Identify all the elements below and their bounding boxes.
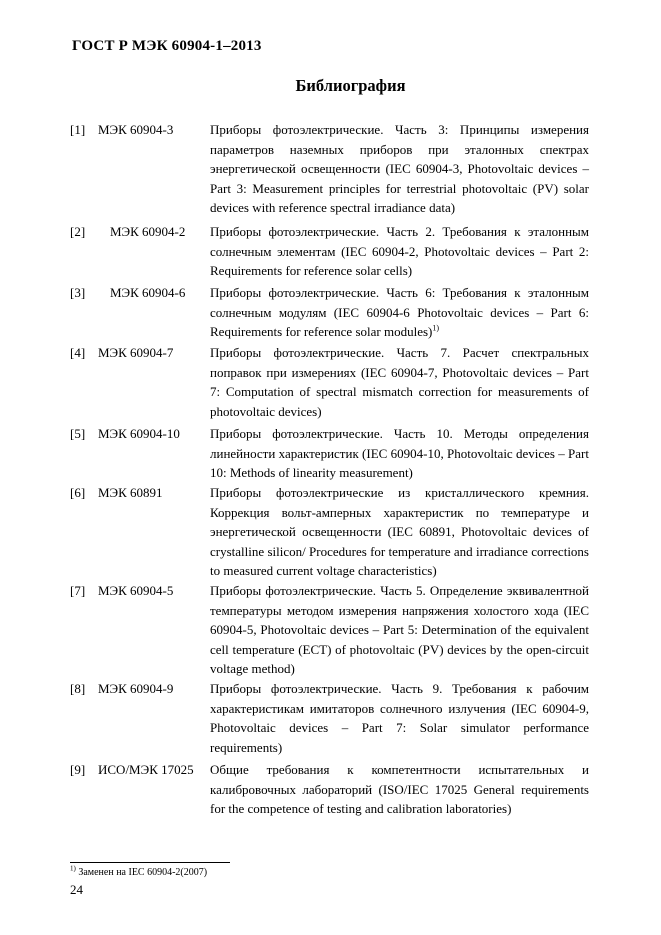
entry-number: [9] [70, 762, 86, 777]
entry-standard-code: МЭК 60891 [98, 485, 163, 500]
entry-number: [7] [70, 583, 86, 598]
entry-standard-code: МЭК 60904-6 [110, 285, 186, 300]
entry-standard-code: МЭК 60904-9 [98, 681, 174, 696]
entry-number: [3] [70, 285, 86, 300]
bibliography-title: Библиография [295, 76, 406, 95]
entry-text: Приборы фотоэлектрические из кристаллического кремния. Коррекция вольт-амперных характеристик по температуре и энергетической освещенности (IEC 60891, Photovoltaic devices of crystalline silicon/ Procedures for temperature and irradiance corrections to measured current voltage characteristics) [210, 485, 589, 579]
entry-text-body: Приборы фотоэлектрические. Часть 6: Требования к эталонным солнечным модулям (IEC 60904-6 Photovoltaic devices – Part 6: Requirements for reference solar modules) [210, 285, 589, 340]
entry-text: Общие требования к компетентности испытательных и калибровочных лабораторий (ISO/IEC 17025 General requirements for the competence of testing and calibration laboratories) [210, 762, 589, 817]
entry-standard-code: МЭК 60904-7 [98, 345, 174, 360]
entry-number: [4] [70, 345, 86, 360]
entry-number: [5] [70, 426, 86, 441]
entry-text [210, 283, 589, 342]
entry-number: [1] [70, 122, 86, 137]
entry-standard-code: МЭК 60904-3 [98, 122, 174, 137]
entry-number: [2] [70, 224, 86, 239]
footnote-reference: 1) [432, 323, 440, 333]
entry-text: Приборы фотоэлектрические. Часть 7. Расчет спектральных поправок при измерениях (IEC 60904-7, Photovoltaic devices – Part 7: Computation of spectral mismatch correction for measurements of photovoltaic devices) [210, 345, 589, 419]
entry-text: Приборы фотоэлектрические. Часть 10. Методы определения линейности характеристик (IEC 60904-10, Photovoltaic devices – Part 10: Methods of linearity measurement) [210, 426, 589, 481]
entry-standard-code: ИСО/МЭК 17025 [98, 762, 194, 777]
entry-standard-code: МЭК 60904-5 [98, 583, 174, 598]
page-number: 24 [70, 882, 83, 897]
footnote [70, 864, 208, 878]
entry-text: Приборы фотоэлектрические. Часть 9. Требования к рабочим характеристикам имитаторов солнечного излучения (IEC 60904-9, Photovoltaic devices – Part 7: Solar simulator performance requirements) [210, 681, 589, 755]
entry-number: [6] [70, 485, 86, 500]
footnote-text: Заменен на IEC 60904-2(2007) [78, 867, 208, 878]
entry-text: Приборы фотоэлектрические. Часть 5. Определение эквивалентной температуры методом измерения напряжения холостого хода (IEC 60904-5, Photovoltaic devices – Part 5: Determination of the equivalent cell temperature (ECT) of photovoltaic (PV) devices by the open-circuit voltage method) [210, 583, 589, 677]
footnote-divider [70, 862, 230, 863]
entry-standard-code: МЭК 60904-10 [98, 426, 180, 441]
entry-number: [8] [70, 681, 86, 696]
entry-standard-code: МЭК 60904-2 [110, 224, 186, 239]
entry-text: Приборы фотоэлектрические. Часть 3: Принципы измерения параметров наземных приборов при эталонных спектрах энергетической освещенности (IEC 60904-3, Photovoltaic devices – Part 3: Measurement principles for terrestrial photovoltaic (PV) solar devices with reference spectral irradiance data) [210, 122, 589, 216]
entry-text: Приборы фотоэлектрические. Часть 2. Требования к эталонным солнечным элементам (IEC 60904-2, Photovoltaic devices – Part 2: Requirements for reference solar cells) [210, 224, 589, 279]
footnote-marker: 1) [70, 864, 76, 873]
document-standard-header: ГОСТ Р МЭК 60904-1–2013 [72, 38, 262, 54]
